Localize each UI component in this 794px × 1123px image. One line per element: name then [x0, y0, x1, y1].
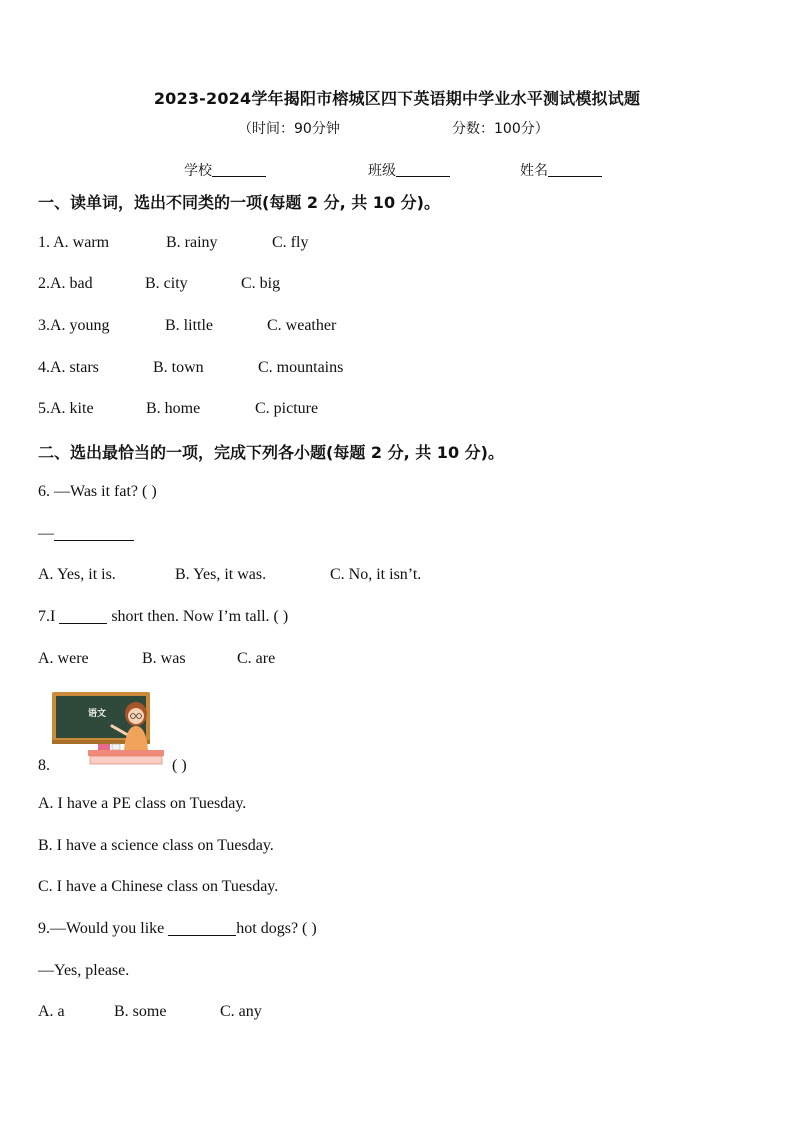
q8-paren: ( )	[172, 757, 187, 774]
name-label: 姓名	[520, 163, 548, 179]
q9-option-b[interactable]: B. some	[114, 1003, 167, 1020]
q6-dash: —	[38, 525, 54, 542]
q4-option-a[interactable]: 4.A. stars	[38, 359, 99, 376]
board-text: 语文	[88, 709, 107, 719]
q7-blank[interactable]	[59, 608, 107, 624]
q5-option-c[interactable]: C. picture	[255, 400, 319, 417]
question-1	[38, 234, 309, 252]
question-5	[38, 400, 319, 418]
name-field	[520, 160, 602, 180]
q8-number: 8.	[38, 757, 50, 774]
q7-pre: 7.I	[38, 608, 56, 625]
q1-option-c[interactable]: C. fly	[272, 234, 309, 251]
q8-option-b[interactable]: B. I have a science class on Tuesday.	[38, 837, 274, 854]
q7-options	[38, 650, 276, 668]
teacher-blackboard-illustration	[50, 690, 170, 768]
q9-reply: —Yes, please.	[38, 962, 130, 979]
question-4	[38, 359, 344, 377]
class-label: 班级	[368, 163, 396, 179]
school-field	[184, 160, 266, 180]
chalk-icon	[112, 744, 120, 750]
school-blank[interactable]	[212, 162, 266, 177]
desk-top	[88, 750, 164, 756]
q7-post: short then. Now I’m tall. ( )	[111, 608, 289, 625]
q5-option-a[interactable]: 5.A. kite	[38, 400, 94, 417]
school-label: 学校	[184, 163, 212, 179]
desk-front	[90, 756, 162, 764]
q1-option-a[interactable]: 1. A. warm	[38, 234, 110, 251]
class-blank[interactable]	[396, 162, 450, 177]
q9-stem	[38, 920, 317, 938]
section-1-heading: 一、读单词，选出不同类的一项(每题 2 分, 共 10 分)。	[38, 193, 440, 212]
q2-option-b[interactable]: B. city	[145, 275, 188, 292]
question-2	[38, 275, 281, 293]
q6-options	[38, 566, 422, 584]
q9-blank[interactable]	[168, 920, 236, 936]
q9-options	[38, 1003, 262, 1021]
q8-option-c[interactable]: C. I have a Chinese class on Tuesday.	[38, 878, 279, 895]
q3-option-c[interactable]: C. weather	[267, 317, 337, 334]
q6-answer-blank[interactable]	[54, 525, 134, 541]
page-title: 2023-2024学年揭阳市榕城区四下英语期中学业水平测试模拟试题	[153, 89, 641, 108]
q3-option-b[interactable]: B. little	[165, 317, 213, 334]
q9-option-a[interactable]: A. a	[38, 1003, 65, 1020]
q6-option-a[interactable]: A. Yes, it is.	[38, 566, 116, 583]
eraser-icon	[98, 744, 110, 750]
q8-option-a[interactable]: A. I have a PE class on Tuesday.	[38, 795, 247, 812]
q3-option-a[interactable]: 3.A. young	[38, 317, 110, 334]
q6-stem: 6. —Was it fat? ( )	[38, 483, 157, 500]
q7-option-c[interactable]: C. are	[237, 650, 276, 667]
q9-post: hot dogs? ( )	[236, 920, 317, 937]
q7-option-b[interactable]: B. was	[142, 650, 186, 667]
question-3	[38, 317, 337, 335]
q7-stem	[38, 608, 288, 626]
exam-score: 分数：100分）	[452, 121, 549, 137]
q1-option-b[interactable]: B. rainy	[166, 234, 218, 251]
q9-option-c[interactable]: C. any	[220, 1003, 262, 1020]
q6-answer-line	[38, 525, 134, 543]
q9-pre: 9.—Would you like	[38, 920, 165, 937]
section-2-heading: 二、选出最恰当的一项，完成下列各小题(每题 2 分, 共 10 分)。	[38, 443, 504, 462]
q2-option-c[interactable]: C. big	[241, 275, 281, 292]
q4-option-c[interactable]: C. mountains	[258, 359, 344, 376]
q2-option-a[interactable]: 2.A. bad	[38, 275, 93, 292]
exam-time: （时间：90分钟	[238, 121, 340, 137]
class-field	[368, 160, 450, 180]
q5-option-b[interactable]: B. home	[146, 400, 201, 417]
q6-option-c[interactable]: C. No, it isn’t.	[330, 566, 422, 583]
q6-option-b[interactable]: B. Yes, it was.	[175, 566, 267, 583]
q7-option-a[interactable]: A. were	[38, 650, 89, 667]
q4-option-b[interactable]: B. town	[153, 359, 204, 376]
name-blank[interactable]	[548, 162, 602, 177]
